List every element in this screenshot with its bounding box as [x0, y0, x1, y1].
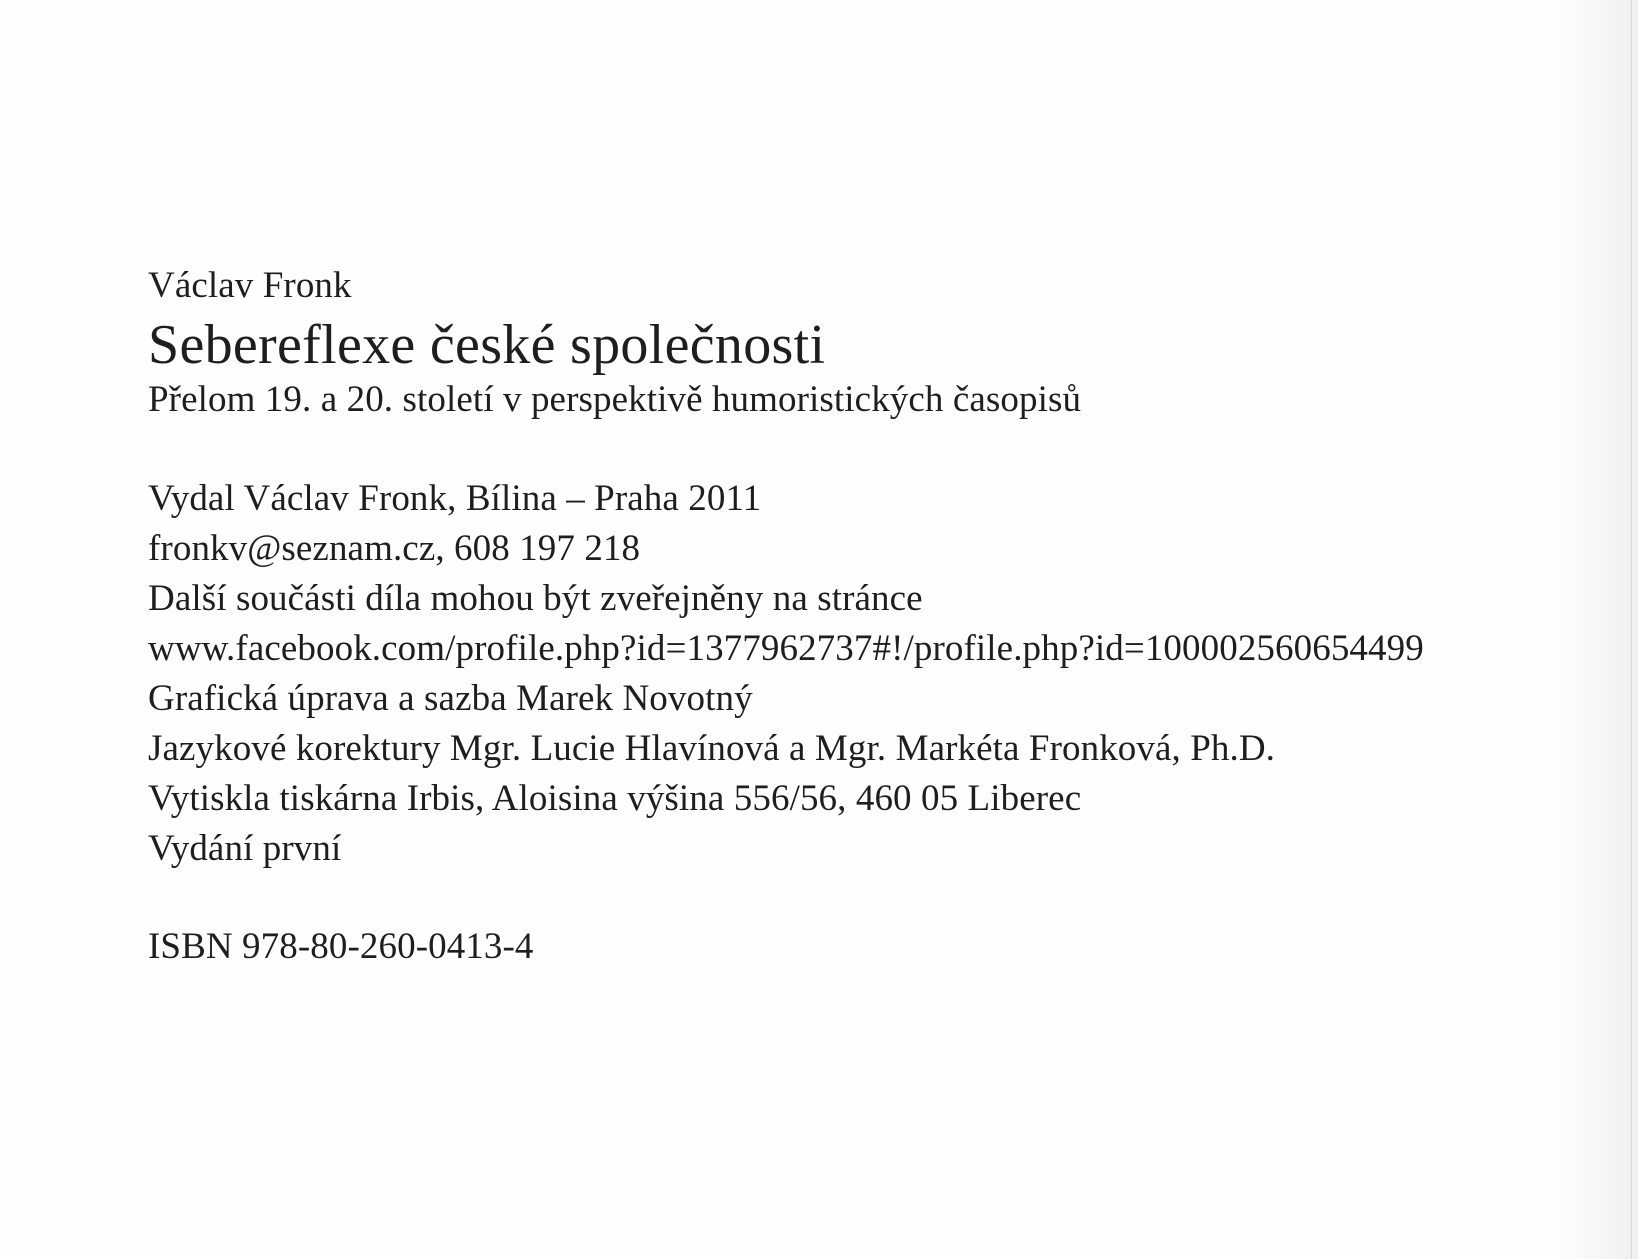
profile-url: www.facebook.com/profile.php?id=1377962737#!/profile.php?id=100002560654499: [148, 628, 1424, 669]
book-title: Sebereflexe české společnosti: [148, 314, 826, 376]
design-credit: Grafická úprava a sazba Marek Novotný: [148, 678, 753, 719]
edition-line: Vydání první: [148, 828, 342, 869]
author-name: Václav Fronk: [148, 265, 352, 306]
book-subtitle: Přelom 19. a 20. století v perspektivě humoristických časopisů: [148, 379, 1082, 420]
printer-line: Vytiskla tiskárna Irbis, Aloisina výšina 556/56, 460 05 Liberec: [148, 778, 1082, 819]
spacer: [148, 874, 1588, 922]
spacer: [148, 424, 1588, 474]
more-info-line: Další součásti díla mohou být zveřejněny na stránce: [148, 578, 923, 619]
publisher-line: Vydal Václav Fronk, Bílina – Praha 2011: [148, 478, 762, 519]
contact-line: fronkv@seznam.cz, 608 197 218: [148, 528, 641, 569]
isbn-line: ISBN 978-80-260-0413-4: [148, 926, 534, 967]
colophon-block: [148, 266, 1588, 972]
page-edge-line: [1631, 0, 1632, 1259]
proofreading-credit: Jazykové korektury Mgr. Lucie Hlavínová a Mgr. Markéta Fronková, Ph.D.: [148, 728, 1276, 769]
